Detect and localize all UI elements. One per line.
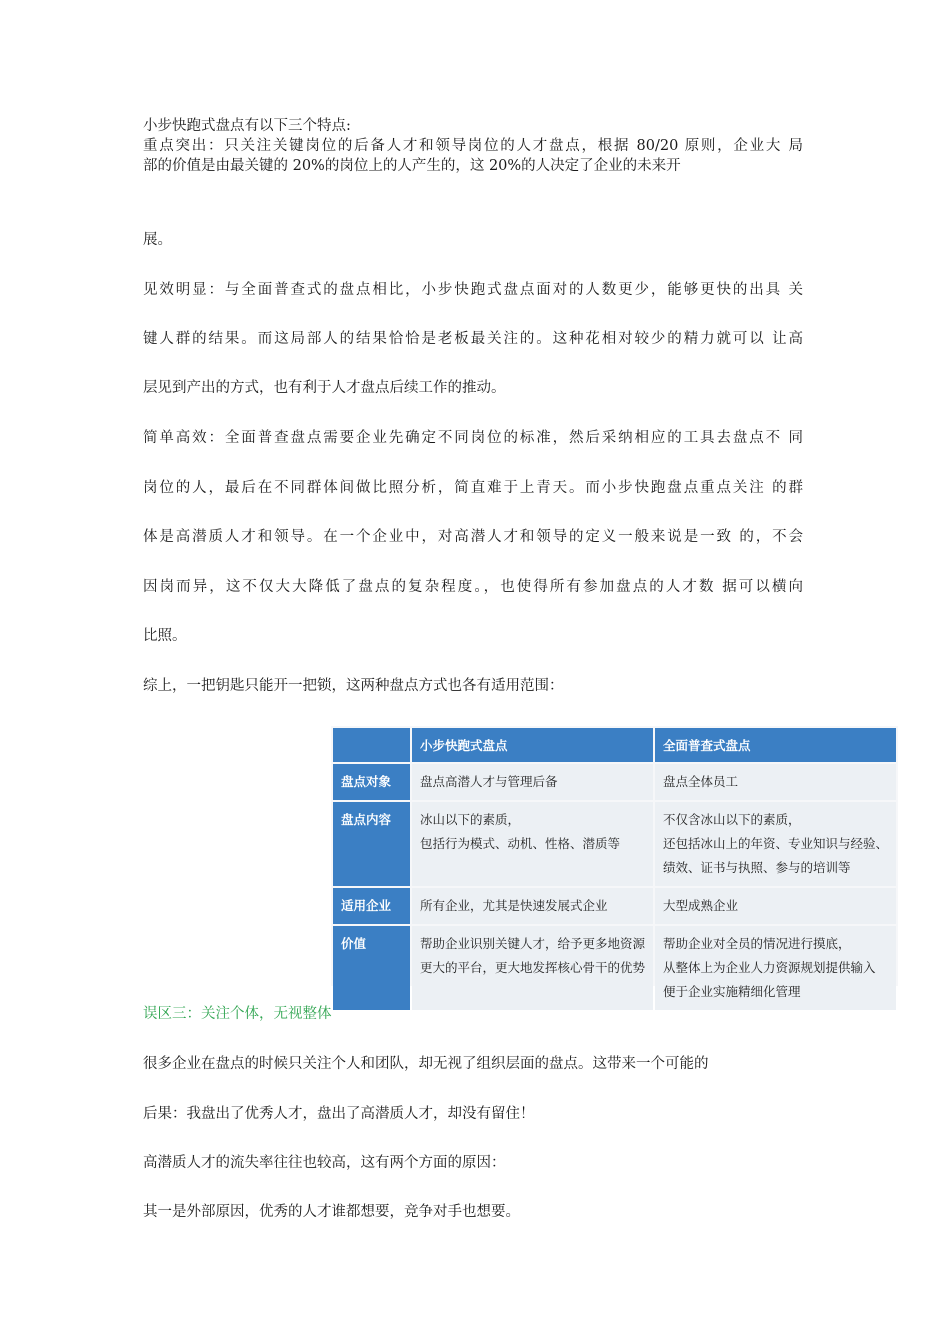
section-heading: 误区三：关注个体，无视整体 [143, 1006, 332, 1022]
paragraph-line: 见效明显：与全面普查式的盘点相比，小步快跑式盘点面对的人数更少，能够更快的出具 关 [143, 282, 803, 298]
table-header-row [333, 728, 896, 762]
table-cell: 盘点全体员工 [655, 764, 896, 800]
table-cell: 所有企业，尤其是快速发展式企业 [412, 888, 653, 924]
table-cell: 盘点高潜人才与管理后备 [412, 764, 653, 800]
table-cell: 帮助企业识别关键人才，给予更多地资源 更大的平台，更大地发挥核心骨干的优势 [412, 926, 653, 1010]
paragraph-line: 简单高效：全面普查盘点需要企业先确定不同岗位的标准，然后采纳相应的工具去盘点不 同 [143, 430, 803, 446]
row-label: 价值 [333, 926, 410, 1010]
table-cell: 大型成熟企业 [655, 888, 896, 924]
table-header-cell [333, 728, 410, 762]
paragraph-line: 因岗而异，这不仅大大降低了盘点的复杂程度。，也使得所有参加盘点的人才数 据可以横向 [143, 579, 803, 595]
paragraph-line: 层见到产出的方式，也有利于人才盘点后续工作的推动。 [143, 380, 506, 396]
paragraph-line: 部的价值是由最关键的 20%的岗位上的人产生的，这 20%的人决定了企业的未来开 [143, 158, 681, 174]
paragraph-line: 综上，一把钥匙只能开一把锁，这两种盘点方式也各有适用范围： [143, 678, 564, 694]
paragraph-line: 比照。 [143, 628, 187, 644]
paragraph-line: 很多企业在盘点的时候只关注个人和团队，却无视了组织层面的盘点。这带来一个可能的 [143, 1056, 709, 1072]
row-label: 盘点内容 [333, 802, 410, 886]
comparison-table [331, 726, 898, 999]
table-cell: 不仅含冰山以下的素质， 还包括冰山上的年资、专业知识与经验、 绩效、证书与执照、参与的培训等 [655, 802, 896, 886]
paragraph-line: 展。 [143, 232, 172, 248]
table-header-cell: 全面普查式盘点 [655, 728, 896, 762]
table-row [333, 802, 896, 886]
table-cell: 帮助企业对全员的情况进行摸底， 从整体上为企业人力资源规划提供输入 便于企业实施精细化管理 [655, 926, 896, 1010]
paragraph-line: 体是高潜质人才和领导。在一个企业中，对高潜人才和领导的定义一般来说是一致 的，不会 [143, 529, 803, 545]
row-label: 盘点对象 [333, 764, 410, 800]
intro-line: 小步快跑式盘点有以下三个特点: [143, 118, 351, 134]
table-row [333, 926, 896, 1010]
table-header-cell: 小步快跑式盘点 [412, 728, 653, 762]
paragraph-line: 其一是外部原因，优秀的人才谁都想要，竞争对手也想要。 [143, 1204, 520, 1220]
table-row [333, 888, 896, 924]
table-cell: 冰山以下的素质， 包括行为模式、动机、性格、潜质等 [412, 802, 653, 886]
paragraph-line: 键人群的结果。而这局部人的结果恰恰是老板最关注的。这种花相对较少的精力就可以 让高 [143, 331, 803, 347]
paragraph-line: 重点突出：只关注关键岗位的后备人才和领导岗位的人才盘点，根据 80/20 原则，企业大 局 [143, 138, 803, 154]
paragraph-line: 岗位的人，最后在不同群体间做比照分析，简直难于上青天。而小步快跑盘点重点关注 的群 [143, 480, 803, 496]
paragraph-line: 高潜质人才的流失率往往也较高，这有两个方面的原因： [143, 1155, 506, 1171]
row-label: 适用企业 [333, 888, 410, 924]
table-row [333, 764, 896, 800]
paragraph-line: 后果：我盘出了优秀人才，盘出了高潜质人才，却没有留住！ [143, 1106, 535, 1122]
